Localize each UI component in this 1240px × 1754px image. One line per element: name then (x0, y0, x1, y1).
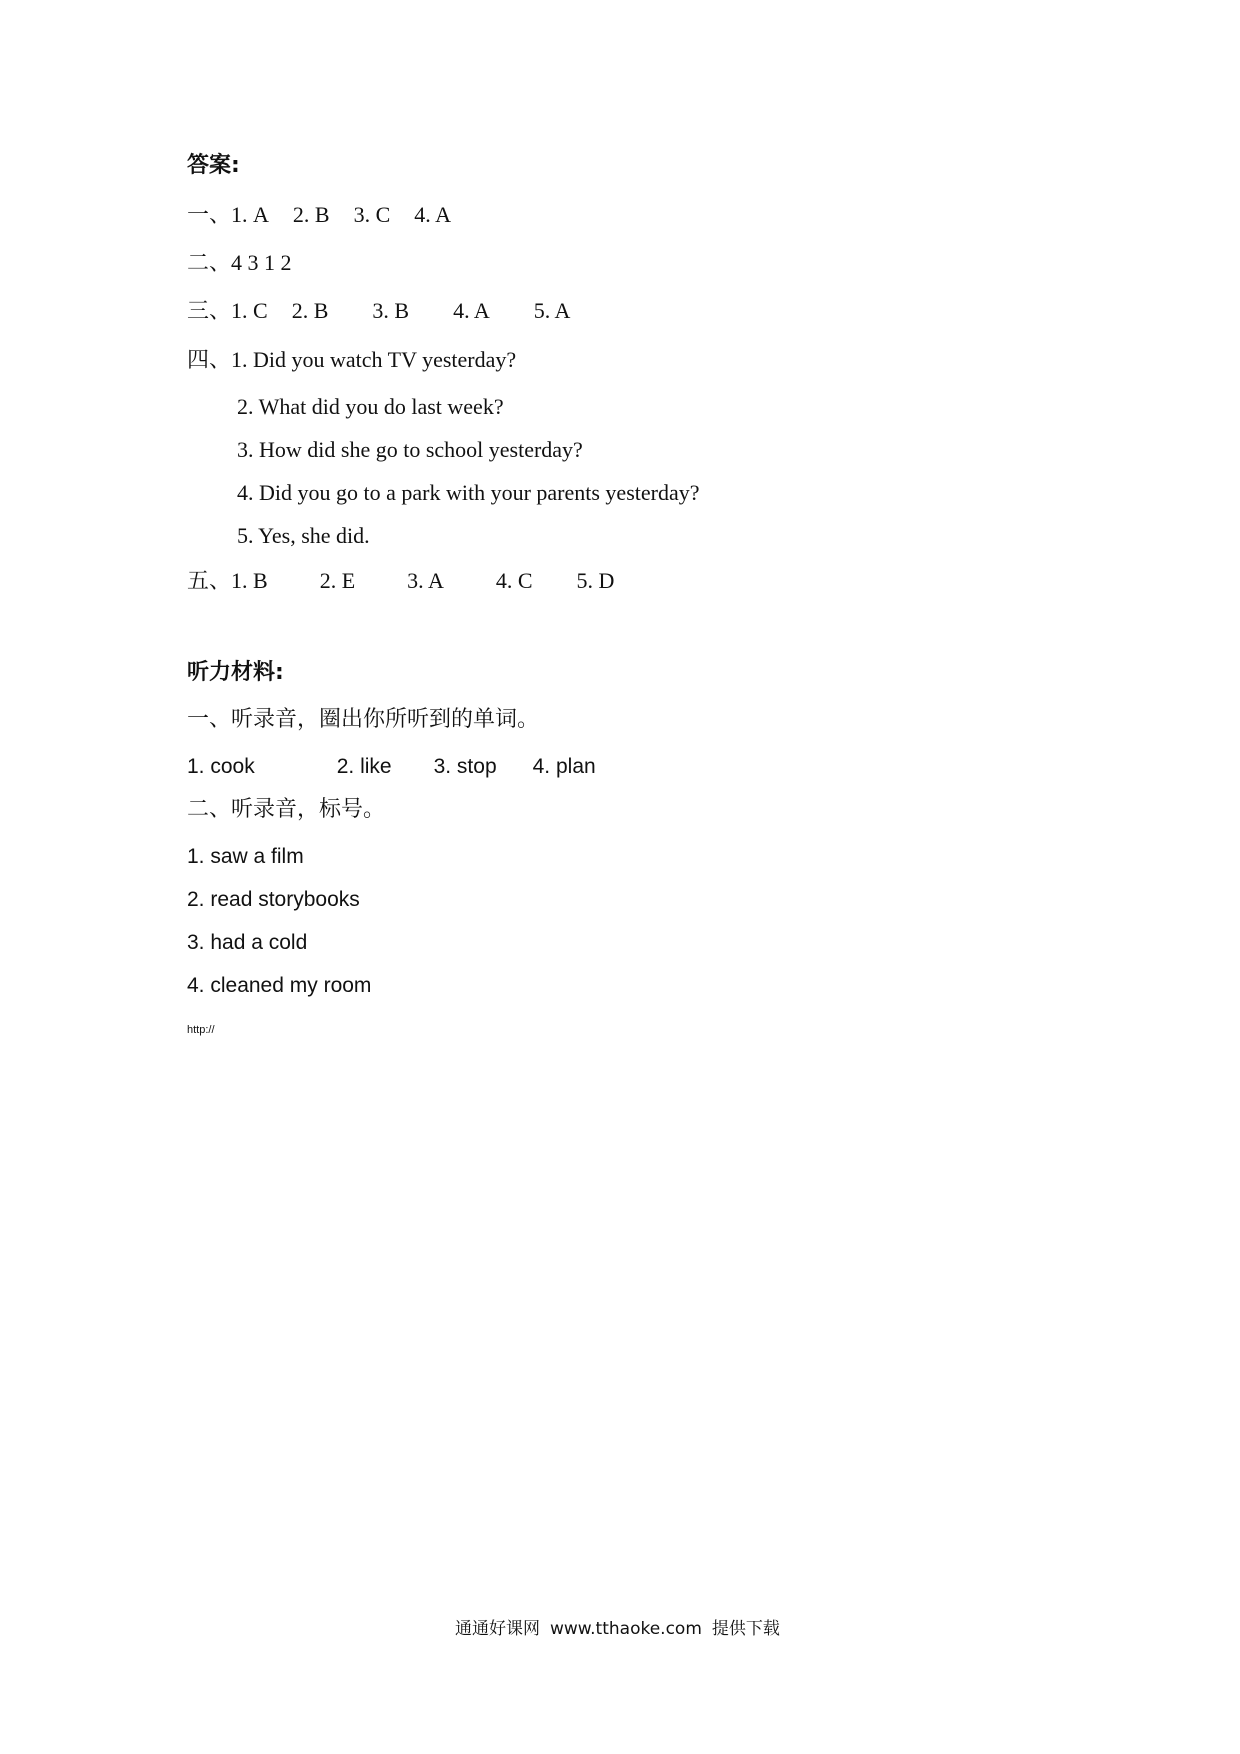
footer-site-name: 通通好课网 (455, 1619, 540, 1639)
word-item: 1. cook (187, 755, 255, 778)
answer-sentence: 3. How did she go to school yesterday? (237, 437, 583, 462)
answer-item: 2. B (292, 202, 330, 227)
answer-sentence: 5. Yes, she did. (237, 523, 370, 548)
footer (455, 1618, 780, 1640)
listening-item: 1. saw a film (187, 845, 304, 868)
section-marker: 五、 (187, 569, 232, 594)
answer-sentence: 1. Did you watch TV yesterday? (231, 347, 517, 372)
footer-suffix: 提供下载 (711, 1619, 780, 1639)
answer-item: 1. B (231, 568, 268, 593)
section-marker: 三、 (187, 299, 232, 324)
listening-part1-words (187, 753, 596, 781)
answer-item: 2. E (319, 568, 356, 593)
answer-item: 3. A (407, 568, 444, 593)
answer-section-5 (187, 567, 614, 596)
answer-item: 5. A (533, 298, 571, 323)
answer-item: 1. A (231, 202, 269, 227)
answer-item: 3. B (372, 298, 410, 323)
word-item: 4. plan (532, 755, 596, 778)
answer-item: 2. B (291, 298, 329, 323)
section-marker: 二、 (187, 251, 232, 276)
word-item: 2. like (336, 755, 392, 778)
answer-sentence: 4. Did you go to a park with your parents yesterday? (237, 480, 700, 505)
listening-item: 3. had a cold (187, 931, 308, 954)
answer-sentence: 2. What did you do last week? (237, 394, 504, 419)
word-item: 3. stop (433, 755, 497, 778)
answer-item: 4. A (453, 298, 490, 323)
footer-url[interactable]: www.tthaoke.com (550, 1619, 702, 1639)
answer-item: 4. A (414, 202, 451, 227)
listening-item: 4. cleaned my room (187, 974, 372, 997)
section-marker: 一、 (187, 203, 232, 228)
answer-section-3 (187, 297, 570, 326)
answer-item: 4. C (495, 568, 533, 593)
answer-section-4 (187, 346, 516, 375)
listening-title: 听力材料: (187, 660, 284, 685)
answer-item: 5. D (576, 568, 615, 593)
answers-title: 答案: (187, 153, 240, 178)
http-link[interactable]: http:// (187, 1024, 215, 1036)
listening-item: 2. read storybooks (187, 888, 360, 911)
answer-section-2 (187, 249, 292, 278)
section-marker: 四、 (187, 348, 232, 373)
listening-part1-heading: 一、听录音，圈出你所听到的单词。 (187, 707, 540, 732)
answer-order: 4 3 1 2 (231, 250, 292, 275)
listening-part2-heading: 二、听录音，标号。 (187, 797, 386, 822)
answer-item: 1. C (231, 298, 268, 323)
answer-section-1 (187, 201, 451, 230)
answer-item: 3. C (353, 202, 391, 227)
